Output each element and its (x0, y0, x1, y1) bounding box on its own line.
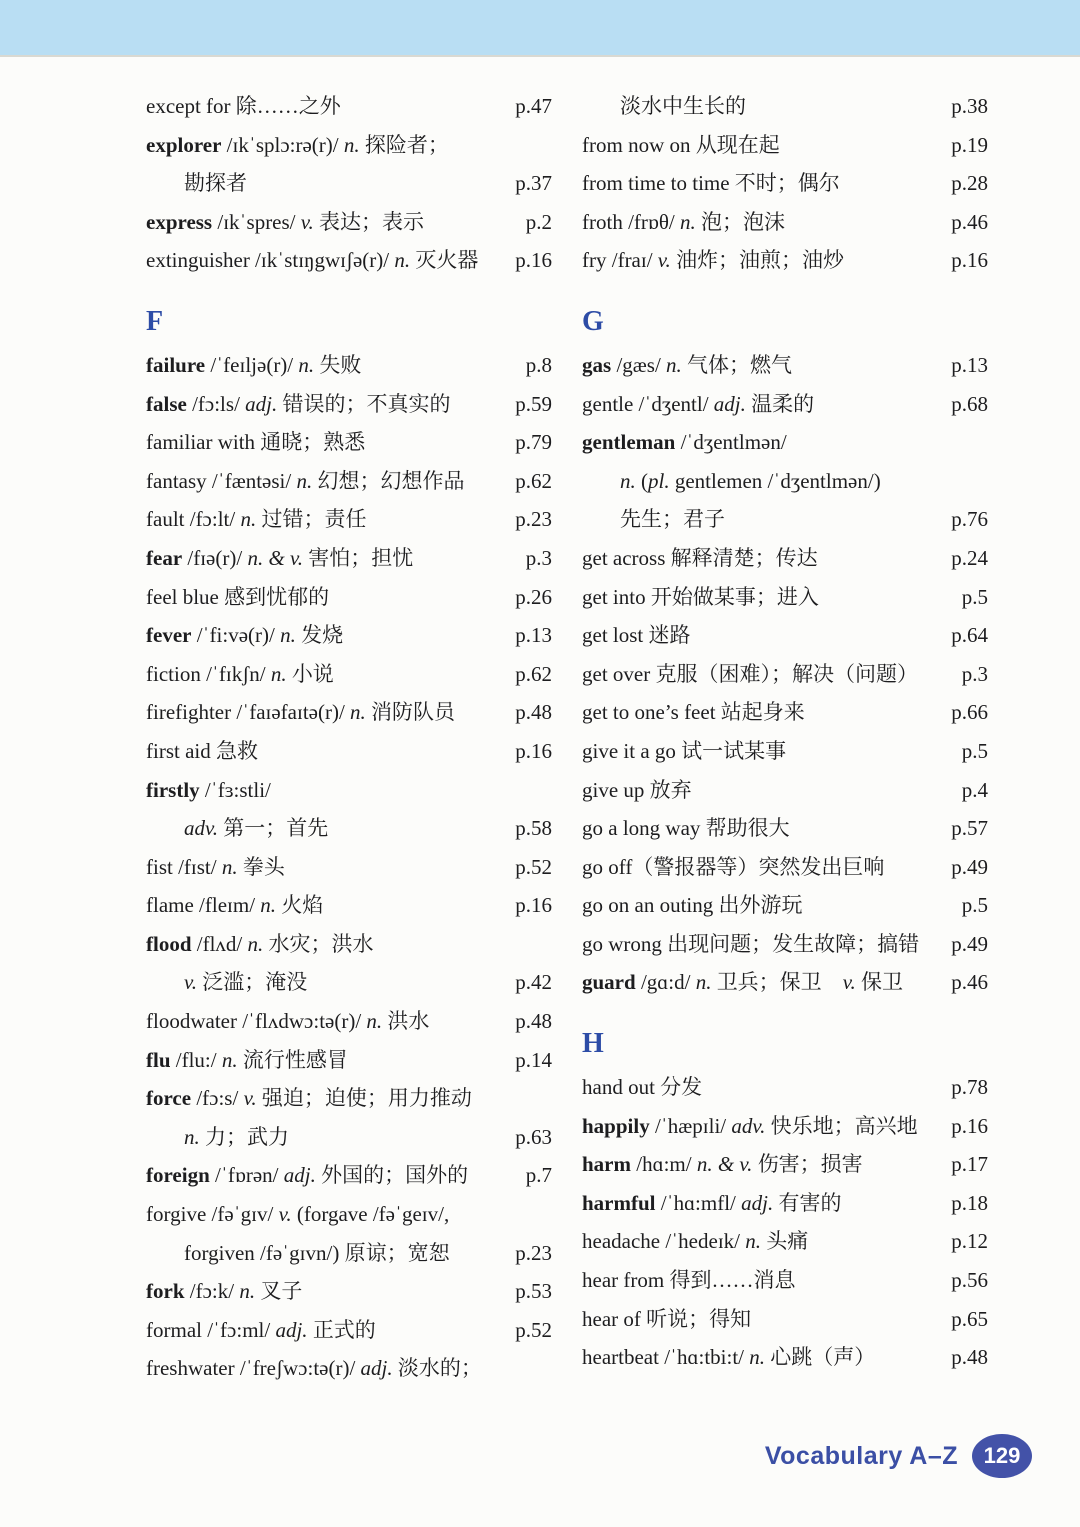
entry-text: first aid 急救 (146, 738, 258, 763)
vocab-row (582, 886, 988, 925)
vocab-row (146, 693, 552, 732)
vocab-row (146, 1272, 552, 1311)
page-ref: p.57 (951, 816, 988, 841)
vocab-row (146, 963, 552, 1002)
entry-text: 先生；君子 (620, 507, 725, 532)
vocab-row (582, 771, 988, 810)
right-column (582, 87, 988, 1388)
page-ref: p.64 (951, 623, 988, 648)
entry-text: harm /hɑ:m/ n. & v. 伤害；损害 (582, 1152, 863, 1177)
entry-text: fault /fɔ:lt/ n. 过错；责任 (146, 507, 367, 532)
page-ref: p.47 (515, 94, 552, 118)
section-heading-f: F (146, 305, 164, 337)
vocab-row (582, 1338, 988, 1377)
entry-text: get over 克服（困难）；解决（问题） (582, 661, 918, 686)
page-ref: p.46 (951, 209, 988, 234)
vocab-row (146, 1079, 552, 1118)
entry-text: gas /gæs/ n. 气体；燃气 (582, 352, 793, 377)
vocab-row (146, 809, 552, 848)
page-ref: p.18 (951, 1190, 988, 1215)
entry-text: 淡水中生长的 (620, 94, 746, 118)
page-ref: p.49 (951, 931, 988, 956)
entry-text: happily /ˈhæpɪli/ adv. 快乐地；高兴地 (582, 1113, 918, 1138)
page-ref: p.13 (951, 352, 988, 377)
vocab-row (146, 203, 552, 242)
vocab-row (582, 963, 988, 1002)
page-ref: p.48 (515, 1009, 552, 1034)
entry-text: go a long way 帮助很大 (582, 816, 790, 841)
vocab-row (146, 346, 552, 385)
vocab-row (582, 126, 988, 165)
footer-label: Vocabulary A–Z (764, 1441, 958, 1470)
vocab-row (582, 693, 988, 732)
vocab-row (146, 1311, 552, 1350)
page-ref: p.38 (951, 94, 988, 118)
entry-text: from now on 从现在起 (582, 132, 780, 157)
page-ref: p.16 (515, 248, 552, 273)
entry-text: froth /frɒθ/ n. 泡；泡沫 (582, 209, 786, 234)
entry-text: familiar with 通晓；熟悉 (146, 430, 366, 455)
entry-text: failure /ˈfeɪljə(r)/ n. 失败 (146, 352, 362, 377)
entry-text: express /ɪkˈspres/ v. 表达；表示 (146, 209, 425, 234)
vocab-row (582, 1184, 988, 1223)
entry-text: go on an outing 出外游玩 (582, 893, 803, 918)
page-ref: p.5 (961, 893, 988, 918)
entry-text: false /fɔ:ls/ adj. 错误的；不真实的 (146, 391, 451, 416)
page-ref: p.19 (951, 132, 988, 157)
entry-text: heartbeat /ˈhɑ:tbi:t/ n. 心跳（声） (582, 1345, 876, 1370)
entry-text: hear from 得到……消息 (582, 1268, 796, 1293)
vocab-row (146, 423, 552, 462)
entry-text: headache /ˈhedeɪk/ n. 头痛 (582, 1229, 809, 1254)
section-heading-g: G (582, 305, 604, 337)
entry-text: except for 除……之外 (146, 94, 341, 118)
page-ref: p.24 (951, 545, 988, 570)
page-ref: p.42 (515, 970, 552, 995)
entry-text: fiction /ˈfɪkʃn/ n. 小说 (146, 661, 334, 686)
page-ref: p.16 (951, 1113, 988, 1138)
header-band (0, 0, 1080, 57)
vocab-row (146, 1156, 552, 1195)
vocab-row (582, 1222, 988, 1261)
entry-text: give it a go 试一试某事 (582, 738, 787, 763)
entry-text: get lost 迷路 (582, 623, 691, 648)
page-ref: p.48 (951, 1345, 988, 1370)
vocab-row (146, 578, 552, 617)
page-ref: p.14 (515, 1047, 552, 1072)
page-ref: p.52 (515, 1317, 552, 1342)
vocab-row (582, 655, 988, 694)
vocab-row (146, 848, 552, 887)
entry-text: formal /ˈfɔ:ml/ adj. 正式的 (146, 1317, 376, 1342)
page-ref: p.49 (951, 854, 988, 879)
vocab-row (146, 1195, 552, 1234)
entry-text: explorer /ɪkˈsplɔ:rə(r)/ n. 探险者； (146, 132, 449, 157)
page-ref: p.52 (515, 854, 552, 879)
page-ref: p.3 (525, 545, 552, 570)
vocab-row (582, 732, 988, 771)
vocab-row (582, 385, 988, 424)
vocab-row (582, 616, 988, 655)
entry-text: foreign /ˈfɒrən/ adj. 外国的；国外的 (146, 1163, 469, 1188)
page-ref: p.63 (515, 1124, 552, 1149)
vocab-row (582, 241, 988, 280)
vocab-row (582, 1068, 988, 1107)
vocab-row (582, 1300, 988, 1339)
vocab-row (582, 809, 988, 848)
vocab-row (146, 771, 552, 810)
entry-text: flame /fleɪm/ n. 火焰 (146, 893, 324, 918)
page-ref: p.4 (961, 777, 988, 802)
page-ref: p.58 (515, 816, 552, 841)
entry-text: fantasy /ˈfæntəsi/ n. 幻想；幻想作品 (146, 468, 465, 493)
vocab-row (582, 1145, 988, 1184)
vocab-row (582, 346, 988, 385)
vocab-row (146, 1118, 552, 1157)
page-ref: p.16 (515, 738, 552, 763)
entry-text: go wrong 出现问题；发生故障；搞错 (582, 931, 920, 956)
entry-text: get across 解释清楚；传达 (582, 545, 818, 570)
vocab-row (582, 1261, 988, 1300)
entry-text: firefighter /ˈfaɪəfaɪtə(r)/ n. 消防队员 (146, 700, 456, 725)
entry-text: gentleman /ˈdʒentlmən/ (582, 430, 787, 455)
page-ref: p.3 (961, 661, 988, 686)
entry-text: get into 开始做某事；进入 (582, 584, 819, 609)
page-ref: p.2 (525, 209, 552, 234)
left-column (146, 87, 552, 1388)
vocab-row (582, 539, 988, 578)
vocabulary-content (0, 57, 1080, 1388)
vocab-row (146, 500, 552, 539)
page-ref: p.5 (961, 584, 988, 609)
entry-text: flu /flu:/ n. 流行性感冒 (146, 1047, 348, 1072)
page-ref: p.23 (515, 1240, 552, 1265)
entry-text: freshwater /ˈfreʃwɔ:tə(r)/ adj. 淡水的； (146, 1356, 482, 1381)
page-ref: p.68 (951, 391, 988, 416)
entry-text: gentle /ˈdʒentl/ adj. 温柔的 (582, 391, 815, 416)
vocab-row (146, 539, 552, 578)
page-number-badge: 129 (972, 1434, 1032, 1478)
entry-text: harmful /ˈhɑ:mfl/ adj. 有害的 (582, 1190, 842, 1215)
entry-text: n. (pl. gentlemen /ˈdʒentlmən/) (620, 468, 881, 493)
page-ref: p.16 (951, 248, 988, 273)
vocab-row (582, 925, 988, 964)
entry-text: fork /fɔ:k/ n. 叉子 (146, 1279, 303, 1304)
page-ref: p.62 (515, 468, 552, 493)
page-ref: p.65 (951, 1306, 988, 1331)
entry-text: extinguisher /ɪkˈstɪŋgwɪʃə(r)/ n. 灭火器 (146, 248, 479, 273)
vocab-row (146, 886, 552, 925)
entry-text: forgive /fəˈgɪv/ v. (forgave /fəˈgeɪv/, (146, 1202, 450, 1227)
vocab-row (146, 87, 552, 126)
vocab-row (582, 87, 988, 126)
vocab-row (582, 164, 988, 203)
vocab-row (146, 925, 552, 964)
entry-text: forgiven /fəˈgɪvn/) 原谅；宽恕 (184, 1240, 450, 1265)
entry-text: hand out 分发 (582, 1075, 703, 1100)
page-ref: p.66 (951, 700, 988, 725)
vocab-row (582, 203, 988, 242)
entry-text: go off（警报器等）突然发出巨响 (582, 854, 885, 879)
page-ref: p.16 (515, 893, 552, 918)
entry-text: fever /ˈfi:və(r)/ n. 发烧 (146, 623, 344, 648)
page-ref: p.78 (951, 1075, 988, 1100)
page-ref: p.62 (515, 661, 552, 686)
vocab-row (146, 241, 552, 280)
page-ref: p.5 (961, 738, 988, 763)
entry-text: flood /flʌd/ n. 水灾；洪水 (146, 931, 374, 956)
entry-text: feel blue 感到忧郁的 (146, 584, 330, 609)
vocab-row (146, 126, 552, 165)
vocab-row (146, 1349, 552, 1388)
entry-text: 勘探者 (184, 171, 247, 196)
page-ref: p.28 (951, 171, 988, 196)
vocab-row (582, 500, 988, 539)
vocab-row (146, 462, 552, 501)
entry-text: give up 放弃 (582, 777, 692, 802)
entry-text: hear of 听说；得知 (582, 1306, 752, 1331)
entry-text: adv. 第一；首先 (184, 816, 329, 841)
page-ref: p.26 (515, 584, 552, 609)
page-ref: p.17 (951, 1152, 988, 1177)
page-ref: p.37 (515, 171, 552, 196)
entry-text: floodwater /ˈflʌdwɔ:tə(r)/ n. 洪水 (146, 1009, 430, 1034)
page-ref: p.7 (525, 1163, 552, 1188)
page-ref: p.59 (515, 391, 552, 416)
vocab-row (146, 1234, 552, 1273)
page-ref: p.13 (515, 623, 552, 648)
entry-text: n. 力；武力 (184, 1124, 289, 1149)
vocab-row (146, 616, 552, 655)
entry-text: firstly /ˈfɜ:stli/ (146, 777, 271, 802)
page-ref: p.12 (951, 1229, 988, 1254)
vocab-row (146, 1041, 552, 1080)
vocab-row (146, 1002, 552, 1041)
entry-text: fear /fɪə(r)/ n. & v. 害怕；担忧 (146, 545, 414, 570)
entry-text: get to one’s feet 站起身来 (582, 700, 805, 725)
vocab-row (582, 423, 988, 462)
page-ref: p.23 (515, 507, 552, 532)
page-ref: p.56 (951, 1268, 988, 1293)
entry-text: v. 泛滥；淹没 (184, 970, 308, 995)
page-ref: p.79 (515, 430, 552, 455)
footer (765, 1434, 1032, 1478)
vocab-row (582, 578, 988, 617)
page-ref: p.76 (951, 507, 988, 532)
entry-text: force /fɔ:s/ v. 强迫；迫使；用力推动 (146, 1086, 472, 1111)
page-ref: p.46 (951, 970, 988, 995)
vocab-row (146, 655, 552, 694)
entry-text: guard /gɑ:d/ n. 卫兵；保卫 v. 保卫 (582, 970, 903, 995)
vocab-row (582, 1107, 988, 1146)
entry-text: from time to time 不时；偶尔 (582, 171, 840, 196)
page-ref: p.8 (525, 352, 552, 377)
entry-text: fry /fraɪ/ v. 油炸；油煎；油炒 (582, 248, 845, 273)
page-ref: p.48 (515, 700, 552, 725)
vocab-row (146, 385, 552, 424)
vocab-row (146, 164, 552, 203)
vocab-row (146, 732, 552, 771)
section-heading-h: H (582, 1028, 604, 1060)
vocab-row (582, 848, 988, 887)
page-ref: p.53 (515, 1279, 552, 1304)
vocab-row (582, 462, 988, 501)
entry-text: fist /fɪst/ n. 拳头 (146, 854, 285, 879)
